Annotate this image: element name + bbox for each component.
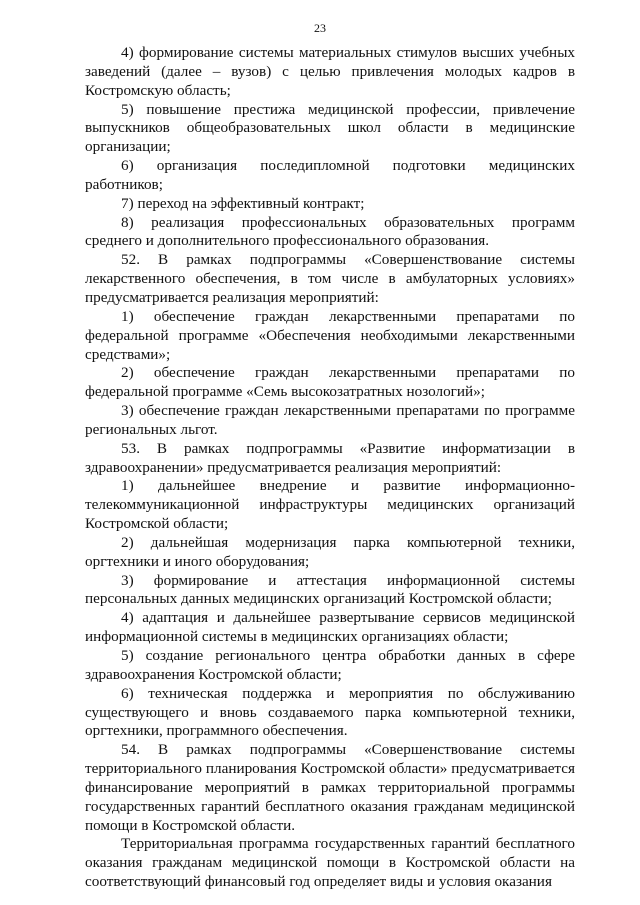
document-body [85,44,575,892]
paragraph: 3) формирование и аттестация информационной системы персональных данных медицинских организаций Костромской области; [85,571,575,608]
paragraph: 1) обеспечение граждан лекарственными препаратами по федеральной программе «Обеспечения необходимыми лекарственными средствами»; [85,307,575,363]
paragraph: 7) переход на эффективный контракт; [121,194,365,212]
paragraph: 8) реализация профессиональных образовательных программ среднего и дополнительного профессионального образования. [85,213,575,250]
paragraph: 53. В рамках подпрограммы «Развитие информатизации в здравоохранении» предусматривается реализация мероприятий: [85,439,575,476]
paragraph: 6) организация последипломной подготовки медицинских работников; [85,157,575,193]
paragraph: 1) дальнейшее внедрение и развитие информационно-телекоммуникационной инфраструктуры медицинских организаций Костромской области; [85,477,575,533]
paragraph: 54. В рамках подпрограммы «Совершенствование системы территориального планирования Костромской области» предусматривается финансирование мероприятий в рамках территориальной программы государственных гарантий бесплатного оказания гражданам медицинской помощи в Костромской области. [85,741,575,834]
paragraph: 52. В рамках подпрограммы «Совершенствование системы лекарственного обеспечения, в том числе в амбулаторных условиях» предусматривается реализация мероприятий: [85,251,575,306]
paragraph: 6) техническая поддержка и мероприятия по обслуживанию существующего и вновь создаваемого парка компьютерной техники, оргтехники, программного обеспечения. [85,684,575,740]
paragraph: 2) обеспечение граждан лекарственными препаратами по федеральной программе «Семь высокозатратных нозологий»; [85,364,575,401]
paragraph: 2) дальнейшая модернизация парка компьютерной техники, оргтехники и иного оборудования; [85,533,575,570]
paragraph: Территориальная программа государственных гарантий бесплатного оказания гражданам медицинской помощи в Костромской области на соответствующий финансовый год определяет виды и условия оказания [85,835,575,891]
page-number: 23 [314,21,326,35]
paragraph: 3) обеспечение граждан лекарственными препаратами по программе региональных льгот. [85,402,575,438]
paragraph: 5) повышение престижа медицинской профессии, привлечение выпускников общеобразовательных школ области в медицинские организации; [85,100,575,156]
paragraph: 5) создание регионального центра обработки данных в сфере здравоохранения Костромской области; [85,647,575,683]
paragraph: 4) формирование системы материальных стимулов высших учебных заведений (далее – вузов) с целью привлечения молодых кадров в Костромскую область; [85,44,575,99]
paragraph: 4) адаптация и дальнейшее развертывание сервисов медицинской информационной системы в медицинских организациях области; [85,609,575,646]
